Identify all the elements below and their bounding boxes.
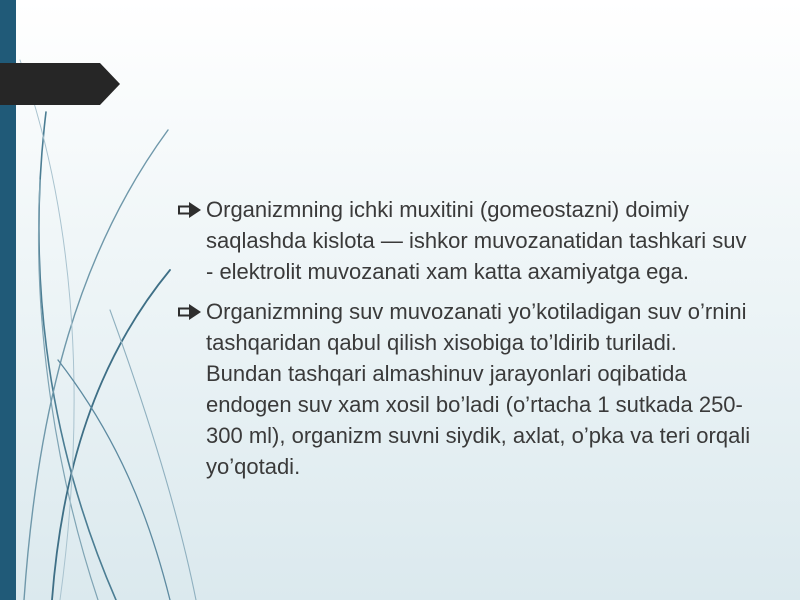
curve-line [24, 130, 168, 600]
bullet-item [178, 194, 758, 287]
bullet-text: Organizmning suv muvozanati yo’kotiladigan suv o’rnini tashqaridan qabul qilish xisobiga to’ldirib turiladi. Bundan tashqari almashinuv jarayonlari oqibatida endogen suv xam xosil bo’ladi (o’rtacha 1 sutkada 250-300 ml), organizm suvni siydik, axlat, o’pka va teri orqali yo’qotadi. [206, 299, 751, 479]
bullet-list [178, 194, 758, 491]
curve-line [58, 360, 170, 600]
bullet-text: Organizmning ichki muxitini (gomeostazni) doimiy saqlashda kislota — ishkor muvozanatidan tashkari suv - elektrolit muvozanati xam katta axamiyatga ega. [206, 197, 747, 284]
title-tab-shape [0, 63, 120, 105]
arrow-right-icon [178, 296, 206, 327]
bullet-item [178, 296, 758, 482]
curve-line [20, 60, 74, 600]
arrow-right-icon [178, 194, 206, 225]
curve-line [39, 112, 116, 600]
curve-line [39, 180, 98, 600]
